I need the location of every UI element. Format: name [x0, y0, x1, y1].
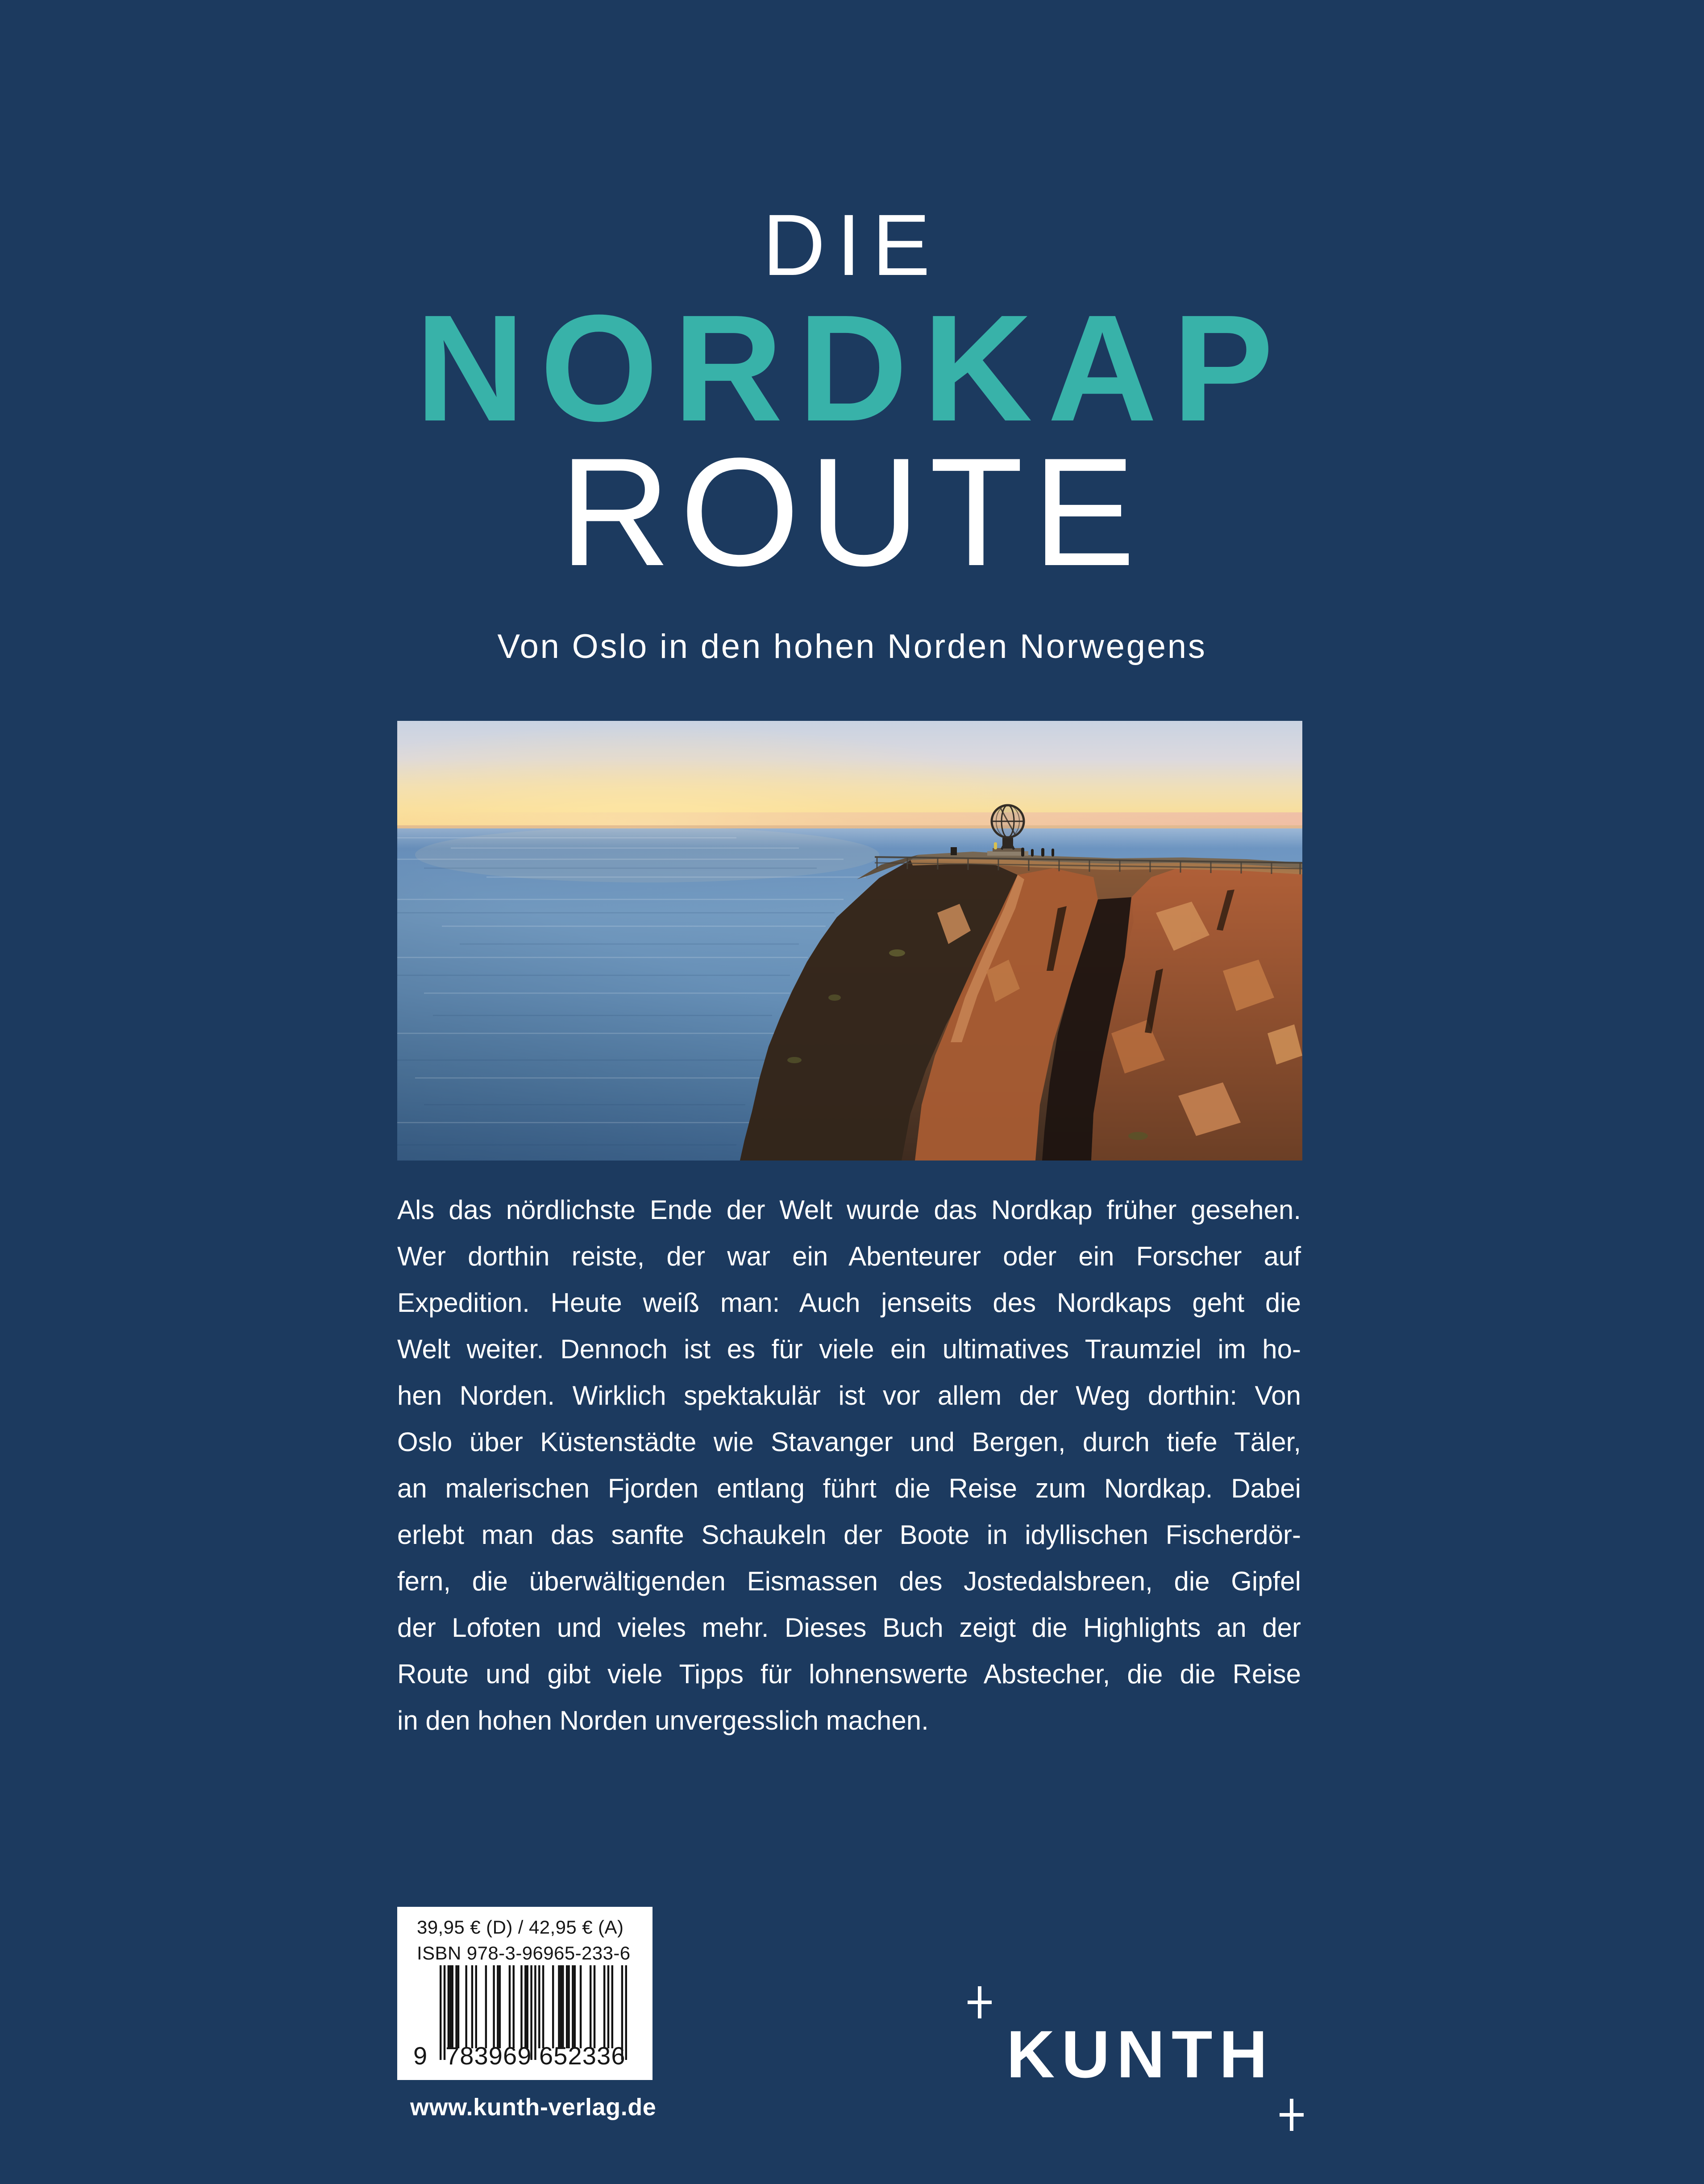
title-line-die: DIE — [762, 196, 942, 294]
text-line: in den hohen Norden unvergesslich machen. — [397, 1706, 929, 1735]
text-line: erlebt man das sanfte Schaukeln der Boote in idyllischen Fischerdör- — [397, 1520, 1301, 1550]
logo-cross-icon — [968, 2001, 992, 2004]
photo-horizon-line — [397, 825, 1302, 828]
logo-cross-icon — [1280, 2113, 1304, 2117]
barcode-digits: 9 783969 652336 — [413, 2042, 626, 2070]
subtitle: Von Oslo in den hohen Norden Norwegens — [497, 628, 1207, 666]
isbn-label: ISBN 978-3-96965-233-6 — [417, 1943, 631, 1964]
text-line: Als das nördlichste Ende der Welt wurde das Nordkap früher gesehen. — [397, 1195, 1301, 1225]
isbn-barcode-panel — [397, 1907, 653, 2080]
publisher-website: www.kunth-verlag.de — [410, 2094, 657, 2121]
text-line: fern, die überwältigenden Eismassen des Jostedalsbreen, die Gipfel — [397, 1566, 1301, 1596]
photo-person-yellow-jacket — [994, 842, 997, 849]
cover-photo-nordkap-cliff — [397, 721, 1302, 1161]
price-label: 39,95 € (D) / 42,95 € (A) — [417, 1917, 624, 1938]
title-line-nordkap: NORDKAP — [415, 283, 1289, 453]
title-line-route: ROUTE — [559, 426, 1145, 598]
publisher-logo-text: KUNTH — [1006, 2017, 1274, 2092]
text-line: Expedition. Heute weiß man: Auch jenseits des Nordkaps geht die — [397, 1288, 1301, 1318]
back-cover-text — [397, 1187, 1301, 1744]
text-line: Route und gibt viele Tipps für lohnenswerte Abstecher, die die Reise — [397, 1659, 1301, 1689]
text-line: Wer dorthin reiste, der war ein Abenteurer oder ein Forscher auf — [397, 1241, 1301, 1271]
text-line: Oslo über Küstenstädte wie Stavanger und Bergen, durch tiefe Täler, — [397, 1427, 1301, 1457]
text-line: Welt weiter. Dennoch ist es für viele ein ultimatives Traumziel im ho- — [397, 1334, 1301, 1364]
text-line: hen Norden. Wirklich spektakulär ist vor allem der Weg dorthin: Von — [397, 1381, 1301, 1410]
cover-photo-illustration — [397, 721, 1302, 1161]
text-line: der Lofoten und vieles mehr. Dieses Buch zeigt die Highlights an der — [397, 1613, 1301, 1643]
text-line: an malerischen Fjorden entlang führt die Reise zum Nordkap. Dabei — [397, 1473, 1301, 1503]
